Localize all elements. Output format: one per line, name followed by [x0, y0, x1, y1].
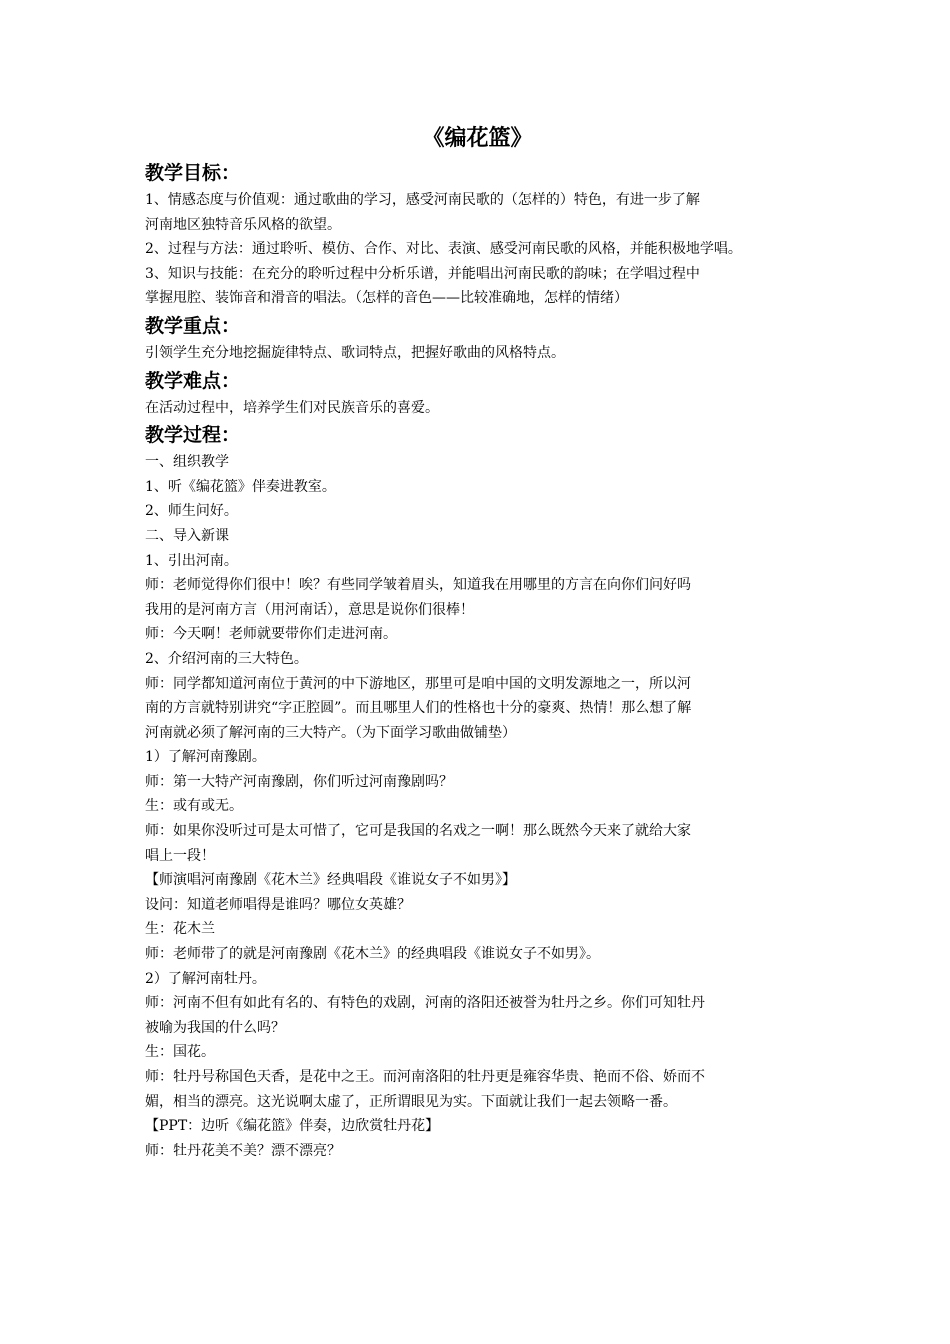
paragraph-line: 师：老师带了的就是河南豫剧《花木兰》的经典唱段《谁说女子不如男》。: [145, 946, 600, 963]
paragraph-line: 师：牡丹花美不美？漂不漂亮？: [145, 1142, 341, 1159]
key-points-body: [145, 341, 810, 366]
paragraph-line: 设问：知道老师唱得是谁吗？哪位女英雄？: [145, 896, 411, 913]
paragraph-line: 3、知识与技能：在充分的聆听过程中分析乐谱，并能唱出河南民歌的韵味；在学唱过程中: [145, 265, 700, 282]
paragraph-line: 2、过程与方法：通过聆听、模仿、合作、对比、表演、感受河南民歌的风格，并能积极地学唱。: [145, 241, 742, 258]
paragraph-line: 一、组织教学: [145, 454, 229, 471]
paragraph-line: 【师演唱河南豫剧《花木兰》经典唱段《谁说女子不如男》】: [145, 872, 516, 889]
paragraph-line: 媚，相当的漂亮。这光说啊太虚了，正所谓眼见为实。下面就让我们一起去领略一番。: [145, 1093, 677, 1110]
section-heading-process: 教学过程：: [145, 424, 241, 447]
paragraph-line: 1、听《编花篮》伴奏进教室。: [145, 478, 336, 495]
document-page: [145, 118, 810, 1163]
paragraph-line: 引领学生充分地挖掘旋律特点、歌词特点，把握好歌曲的风格特点。: [145, 344, 565, 361]
paragraph-line: 师：今天啊！老师就要带你们走进河南。: [145, 626, 397, 643]
section-heading-objectives: 教学目标：: [145, 162, 241, 184]
paragraph-line: 生：或有或无。: [145, 798, 243, 815]
paragraph-line: 师：河南不但有如此有名的、有特色的戏剧，河南的洛阳还被誉为牡丹之乡。你们可知牡丹: [145, 995, 705, 1012]
paragraph-line: 河南就必须了解河南的三大特产。（为下面学习歌曲做铺垫）: [145, 724, 516, 741]
paragraph-line: 2、师生问好。: [145, 503, 238, 520]
paragraph-line: 1、引出河南。: [145, 552, 238, 569]
section-heading-key-points: 教学重点：: [145, 314, 241, 337]
paragraph-line: 我用的是河南方言（用河南话），意思是说你们很棒！: [145, 601, 474, 618]
paragraph-line: 生：花木兰: [145, 921, 215, 938]
paragraph-line: 1）了解河南豫剧。: [145, 749, 266, 766]
document-title: 《编花篮》: [422, 125, 533, 151]
process-body: [145, 450, 810, 1163]
paragraph-line: 2、介绍河南的三大特色。: [145, 650, 308, 667]
paragraph-line: 南的方言就特别讲究“字正腔圆”。而且哪里人们的性格也十分的豪爽、热情！那么想了解: [145, 700, 692, 717]
paragraph-line: 被喻为我国的什么吗？: [145, 1019, 285, 1036]
paragraph-line: 师：老师觉得你们很中！唉？有些同学皱着眉头，知道我在用哪里的方言在向你们问好吗: [145, 577, 691, 594]
paragraph-line: 唱上一段！: [145, 847, 215, 864]
paragraph-line: 在活动过程中，培养学生们对民族音乐的喜爱。: [145, 399, 439, 416]
paragraph-line: 河南地区独特音乐风格的欲望。: [145, 216, 341, 233]
paragraph-line: 师：牡丹号称国色天香，是花中之王。而河南洛阳的牡丹更是雍容华贵、艳而不俗、娇而不: [145, 1069, 705, 1085]
section-heading-difficulties: 教学难点：: [145, 369, 241, 392]
paragraph-line: 师：同学都知道河南位于黄河的中下游地区，那里可是咱中国的文明发源地之一，所以河: [145, 675, 691, 692]
paragraph-line: 2）了解河南牡丹。: [145, 970, 266, 987]
paragraph-line: 生：国花。: [145, 1044, 215, 1061]
paragraph-line: 掌握甩腔、装饰音和滑音的唱法。（怎样的音色——比较准确地，怎样的情绪）: [145, 290, 628, 307]
paragraph-line: 【PPT：边听《编花篮》伴奏，边欣赏牡丹花】: [145, 1118, 440, 1135]
difficulties-body: [145, 396, 810, 421]
objectives-body: [145, 188, 810, 311]
paragraph-line: 师：如果你没听过可是太可惜了，它可是我国的名戏之一啊！那么既然今天来了就给大家: [145, 823, 691, 840]
paragraph-line: 二、导入新课: [145, 527, 229, 544]
paragraph-line: 1、情感态度与价值观：通过歌曲的学习，感受河南民歌的（怎样的）特色，有进一步了解: [145, 192, 700, 208]
paragraph-line: 师：第一大特产河南豫剧，你们听过河南豫剧吗？: [145, 773, 453, 790]
